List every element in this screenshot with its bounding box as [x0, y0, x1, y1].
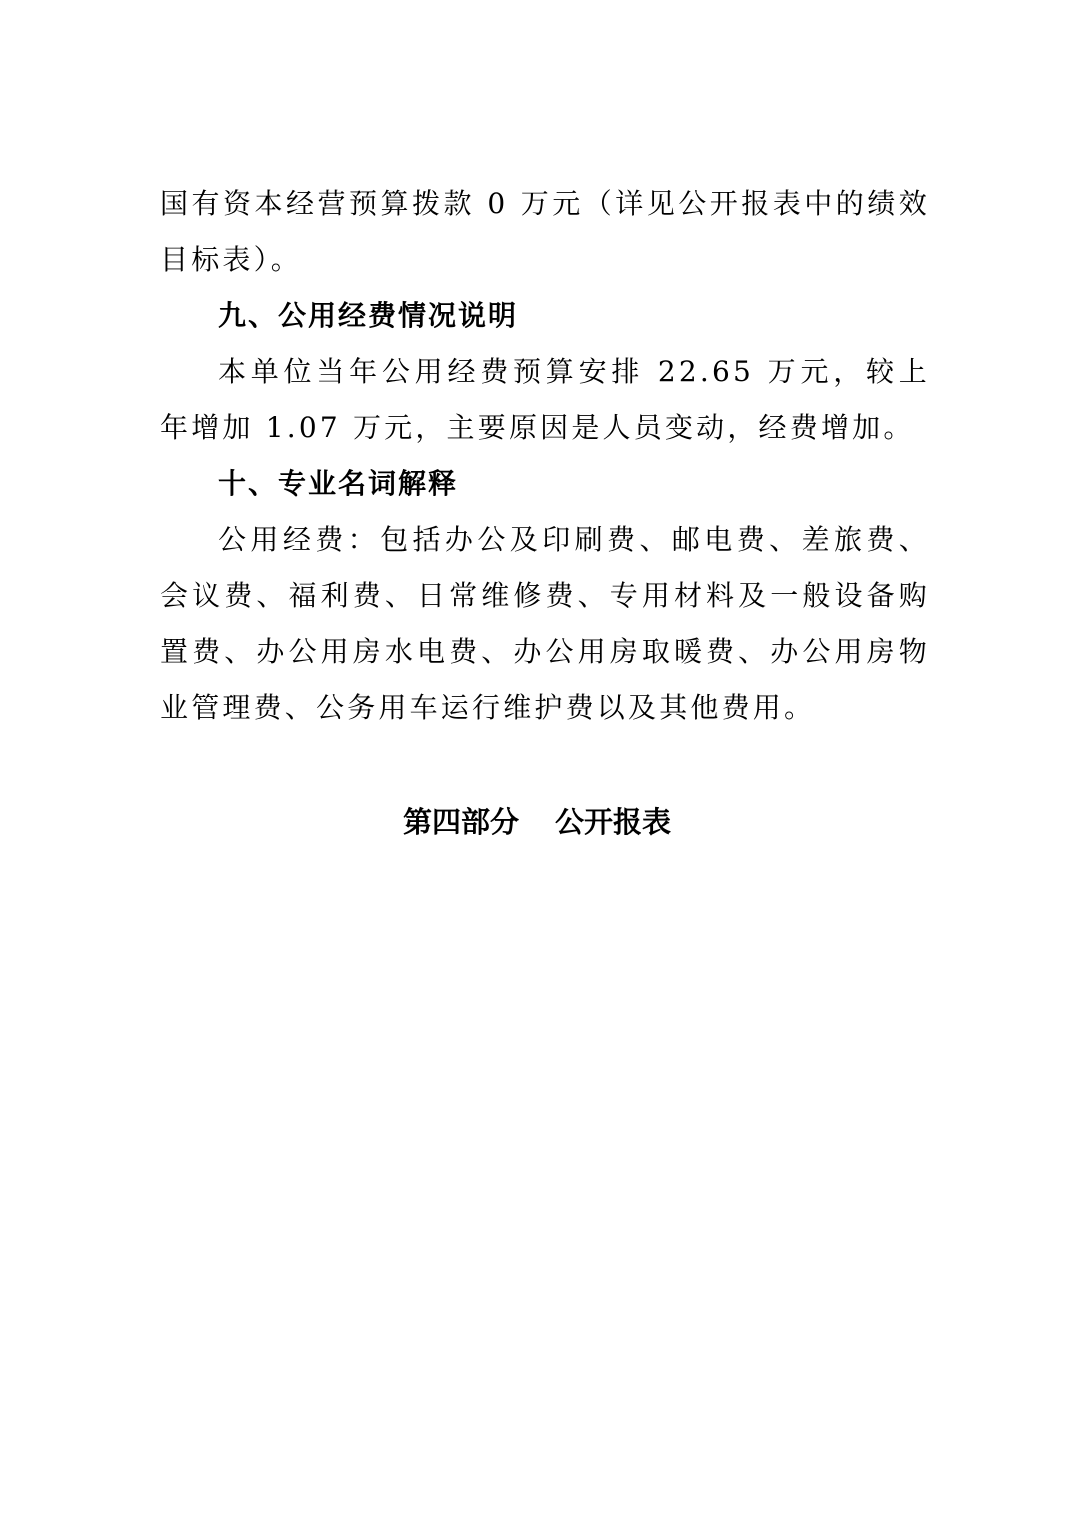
paragraph-public-funds: 本单位当年公用经费预算安排 22.65 万元，较上年增加 1.07 万元，主要原因是人员变动，经费增加。 [160, 355, 930, 444]
section-heading-glossary: 十、专业名词解释 [218, 467, 459, 500]
part-title [0, 800, 1074, 844]
paragraph-continuation: 国有资本经营预算拨款 0 万元（详见公开报表中的绩效目标表）。 [160, 187, 930, 276]
paragraph-glossary: 公用经费：包括办公及印刷费、邮电费、差旅费、会议费、福利费、日常维修费、专用材料及一般设备购置费、办公用房水电费、办公用房取暖费、办公用房物业管理费、公务用车运行维护费以及其他费用。 [160, 523, 930, 724]
section-heading-public-funds: 九、公用经费情况说明 [218, 299, 519, 332]
part-number: 第四部分 [402, 805, 519, 839]
part-name: 公开报表 [555, 805, 672, 839]
document-body [160, 176, 930, 736]
